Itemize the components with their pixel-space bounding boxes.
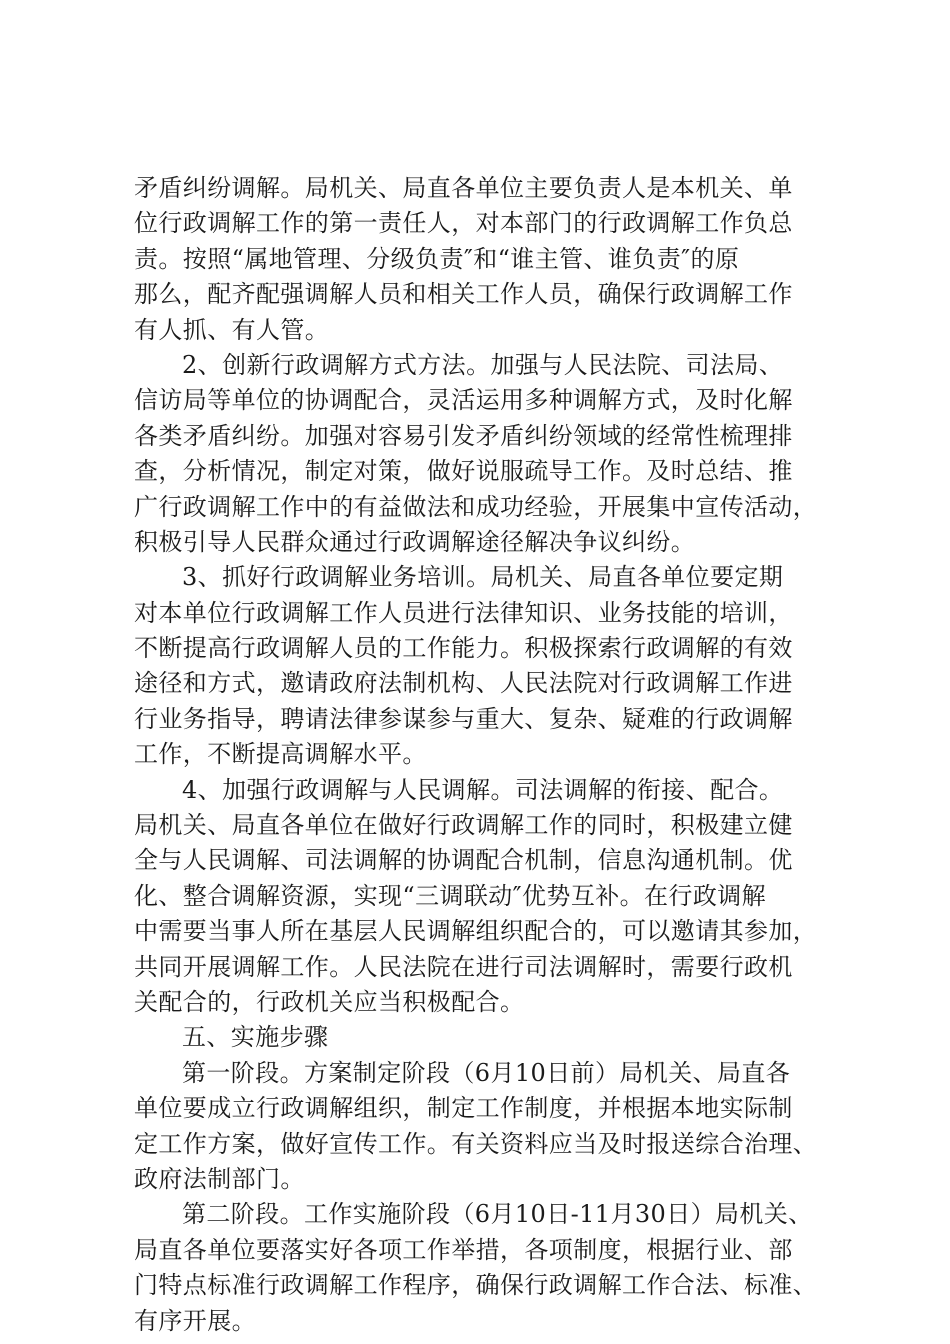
- text-line: 不断提高行政调解人员的工作能力。积极探索行政调解的有效: [134, 634, 793, 663]
- text-line: 行业务指导，聘请法律参谋参与重大、复杂、疑难的行政调解: [134, 704, 793, 733]
- document-body: [134, 171, 846, 1339]
- text-line: 2、创新行政调解方式方法。加强与人民法院、司法局、: [182, 350, 784, 379]
- text-line: 有人抓、有人管。: [134, 315, 330, 344]
- text-line: 广行政调解工作中的有益做法和成功经验，开展集中宣传活动，: [134, 492, 818, 521]
- text-line: 关配合的，行政机关应当积极配合。: [134, 987, 525, 1016]
- text-line: 位行政调解工作的第一责任人，对本部门的行政调解工作负总: [134, 209, 793, 238]
- text-line: 单位要成立行政调解组织，制定工作制度，并根据本地实际制: [134, 1094, 793, 1123]
- text-line: 查，分析情况，制定对策，做好说服疏导工作。及时总结、推: [134, 457, 793, 486]
- text-line: 各类矛盾纠纷。加强对容易引发矛盾纠纷领域的经常性梳理排: [134, 421, 793, 450]
- text-line: 信访局等单位的协调配合，灵活运用多种调解方式，及时化解: [134, 386, 793, 415]
- text-line: 工作，不断提高调解水平。: [134, 740, 427, 769]
- text-line: 第一阶段。方案制定阶段（6月10日前）局机关、局直各: [182, 1058, 791, 1087]
- text-line: 积极引导人民群众通过行政调解途径解决争议纠纷。: [134, 527, 696, 556]
- text-line: 定工作方案，做好宣传工作。有关资料应当及时报送综合治理、: [134, 1129, 818, 1158]
- text-line: 有序开展。: [134, 1306, 256, 1335]
- text-line: 那么，配齐配强调解人员和相关工作人员，确保行政调解工作: [134, 280, 793, 309]
- text-line: 化、整合调解资源，实现“三调联动″优势互补。在行政调解: [134, 881, 767, 910]
- text-line: 政府法制部门。: [134, 1164, 305, 1193]
- text-line: 共同开展调解工作。人民法院在进行司法调解时，需要行政机: [134, 952, 793, 981]
- text-line: 对本单位行政调解工作人员进行法律知识、业务技能的培训，: [134, 598, 793, 627]
- text-line: 门特点标准行政调解工作程序，确保行政调解工作合法、标准、: [134, 1271, 818, 1300]
- text-line: 全与人民调解、司法调解的协调配合机制，信息沟通机制。优: [134, 846, 793, 875]
- text-line: 中需要当事人所在基层人民调解组织配合的，可以邀请其参加，: [134, 917, 818, 946]
- text-line: 局机关、局直各单位在做好行政调解工作的同时，积极建立健: [134, 811, 793, 840]
- text-line: 五、实施步骤: [182, 1023, 329, 1052]
- text-line: 矛盾纠纷调解。局机关、局直各单位主要负责人是本机关、单: [134, 174, 793, 202]
- text-line: 4、加强行政调解与人民调解。司法调解的衔接、配合。: [182, 775, 784, 804]
- text-line: 责。按照“属地管理、分级负责″和“谁主管、谁负责″的原: [134, 244, 740, 273]
- text-line: 途径和方式，邀请政府法制机构、人民法院对行政调解工作进: [134, 669, 793, 698]
- text-line: 第二阶段。工作实施阶段（6月10日-11月30日）局机关、: [182, 1200, 813, 1229]
- text-line: 3、抓好行政调解业务培训。局机关、局直各单位要定期: [182, 563, 784, 592]
- text-line: 局直各单位要落实好各项工作举措，各项制度，根据行业、部: [134, 1235, 793, 1264]
